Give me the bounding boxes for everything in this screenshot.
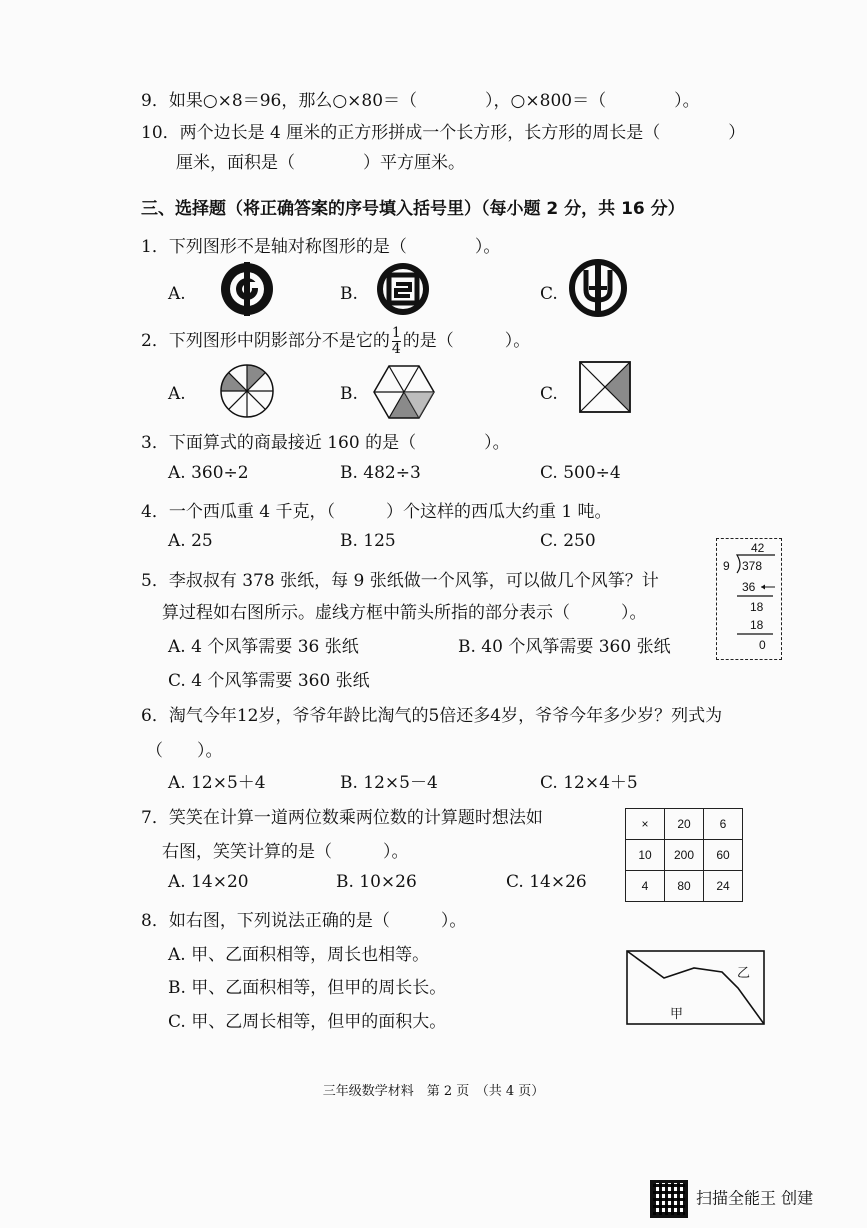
q2-stem [141, 326, 530, 357]
fraction-denominator: 4 [391, 341, 401, 357]
icbc-logo-icon [376, 262, 430, 316]
section-heading: 三、选择题（将正确答案的序号填入括号里）（每小题 2 分，共 16 分） [141, 199, 685, 219]
abc-logo-icon [570, 260, 626, 316]
scanner-watermark [650, 1180, 813, 1218]
q6-option-b: B. 12×5－4 [340, 773, 438, 793]
q1-option-b: B. [340, 284, 358, 304]
q8-stem: 8．如右图，下列说法正确的是（ ）。 [141, 911, 467, 931]
q8-option-b: B. 甲、乙面积相等，但甲的周长长。 [168, 978, 447, 998]
q7-option-c: C. 14×26 [506, 872, 587, 892]
grid-cell: 20 [665, 809, 704, 840]
label-yi: 乙 [737, 966, 751, 981]
q6-option-a: A. 12×5＋4 [168, 773, 266, 793]
q7-option-a: A. 14×20 [168, 872, 249, 892]
division-quotient: 42 [751, 541, 765, 555]
division-dividend: 378 [742, 559, 763, 573]
division-step2: 18 [750, 618, 764, 632]
page-footer: 三年级数学材料 第 2 页 （共 4 页） [322, 1084, 545, 1099]
table-row [626, 809, 743, 840]
q2-stem-pre: 2．下列图形中阴影部分不是它的 [141, 331, 390, 351]
circle-fraction-icon [220, 364, 274, 418]
q4-stem: 4．一个西瓜重 4 千克，（ ）个这样的西瓜大约重 1 吨。 [141, 502, 612, 522]
q5-option-c: C. 4 个风筝需要 360 张纸 [168, 671, 370, 691]
grid-cell: 10 [626, 840, 665, 871]
q2-option-a: A. [168, 384, 186, 404]
q2-option-c: C. [540, 384, 558, 404]
q7-option-b: B. 10×26 [336, 872, 417, 892]
division-step1: 36 [742, 580, 756, 594]
qr-code-icon [650, 1180, 688, 1218]
q1-stem: 1．下列图形不是轴对称图形的是（ ）。 [141, 237, 501, 257]
label-jia: 甲 [670, 1007, 684, 1022]
q3-stem: 3．下面算式的商最接近 160 的是（ ）。 [141, 433, 510, 453]
question-10-line2: 厘米，面积是（ ）平方厘米。 [176, 153, 465, 173]
q5-line2: 算过程如右图所示。虚线方框中箭头所指的部分表示（ ）。 [162, 603, 647, 623]
question-10-line1: 10．两个边长是 4 厘米的正方形拼成一个长方形，长方形的周长是（ ） [141, 123, 746, 143]
division-divisor: 9 [723, 559, 730, 573]
table-row [626, 871, 743, 902]
q8-option-c: C. 甲、乙周长相等，但甲的面积大。 [168, 1012, 447, 1032]
q5-option-a: A. 4 个风筝需要 36 张纸 [168, 637, 359, 657]
grid-cell: 6 [704, 809, 743, 840]
question-9: 9．如果○×8＝96，那么○×80＝（ ），○×800＝（ ）。 [141, 91, 700, 111]
division-remainder1: 18 [750, 600, 764, 614]
long-division-box [716, 538, 782, 660]
q3-option-b: B. 482÷3 [340, 463, 421, 483]
q2-stem-post: 的是（ ）。 [402, 331, 531, 351]
q3-option-a: A. 360÷2 [168, 463, 249, 483]
q6-line1: 6．淘气今年12岁，爷爷年龄比淘气的5倍还多4岁，爷爷今年多少岁？列式为 [141, 706, 723, 726]
long-division-lines [717, 539, 781, 659]
bank-of-china-logo-icon [220, 262, 274, 316]
grid-cell: 60 [704, 840, 743, 871]
q4-option-c: C. 250 [540, 531, 596, 551]
square-fraction-icon [580, 362, 630, 412]
grid-cell: 24 [704, 871, 743, 902]
q6-option-c: C. 12×4＋5 [540, 773, 638, 793]
grid-cell: 200 [665, 840, 704, 871]
grid-cell: × [626, 809, 665, 840]
fraction-one-quarter [392, 326, 401, 357]
q1-option-c: C. [540, 284, 558, 304]
q6-line2: （ ）。 [146, 741, 223, 761]
division-remainder2: 0 [759, 638, 766, 652]
grid-cell: 4 [626, 871, 665, 902]
q4-option-a: A. 25 [168, 531, 213, 551]
q3-option-c: C. 500÷4 [540, 463, 621, 483]
q2-option-b: B. [340, 384, 358, 404]
multiplication-grid [625, 808, 743, 902]
fraction-numerator: 1 [391, 325, 401, 341]
q5-option-b: B. 40 个风筝需要 360 张纸 [458, 637, 671, 657]
table-row [626, 840, 743, 871]
q1-option-a: A. [168, 284, 186, 304]
q5-line1: 5．李叔叔有 378 张纸，每 9 张纸做一个风筝，可以做几个风筝？计 [141, 571, 659, 591]
watermark-text: 扫描全能王 创建 [696, 1188, 814, 1208]
q8-option-a: A. 甲、乙面积相等，周长也相等。 [168, 945, 430, 965]
q7-line1: 7．笑笑在计算一道两位数乘两位数的计算题时想法如 [141, 808, 543, 828]
q7-line2: 右图，笑笑计算的是（ ）。 [162, 842, 409, 862]
hexagon-fraction-icon [374, 366, 434, 418]
grid-cell: 80 [665, 871, 704, 902]
q4-option-b: B. 125 [340, 531, 396, 551]
